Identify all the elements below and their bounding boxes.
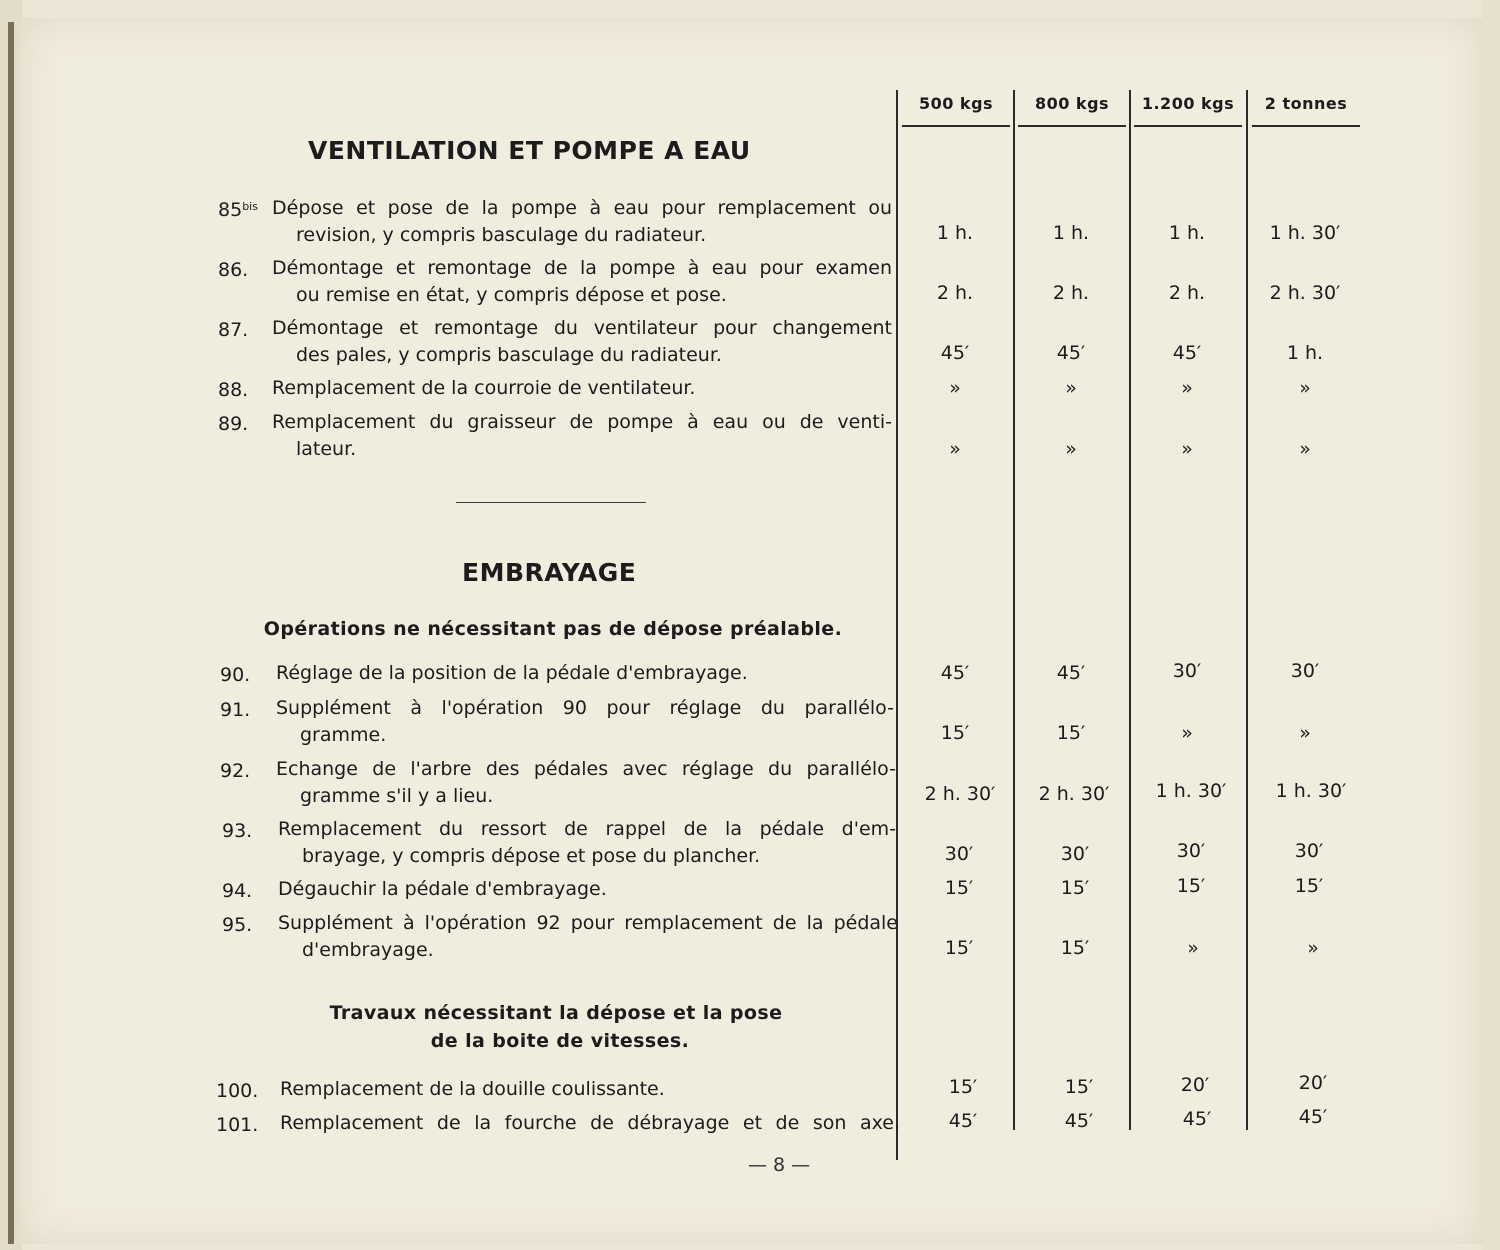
value-500kgs: 30′ <box>944 843 974 865</box>
value-800kgs: 15′ <box>1060 937 1090 959</box>
value-500kgs: 15′ <box>944 877 974 899</box>
value-2tonnes: » <box>1299 377 1311 399</box>
page-right-edge <box>1482 0 1500 1250</box>
header-underline <box>902 125 1010 127</box>
value-1200kgs: 1 h. 30′ <box>1155 780 1227 802</box>
row-text-line1: Démontage et remontage de la pompe à eau pour examen <box>272 257 892 279</box>
column-header-500kgs: 500 kgs <box>918 94 994 113</box>
value-1200kgs: 1 h. <box>1168 222 1206 244</box>
row-number: $85^{bis}$ <box>218 199 258 221</box>
value-2tonnes: 45′ <box>1298 1106 1328 1128</box>
value-500kgs: 2 h. <box>936 282 974 304</box>
row-text-line1: Supplément à l'opération 92 pour remplacement de la pédale <box>278 912 898 934</box>
value-1200kgs: 15′ <box>1176 875 1206 897</box>
value-500kgs: 2 h. 30′ <box>924 783 996 805</box>
value-800kgs: 45′ <box>1064 1110 1094 1132</box>
value-1200kgs: 30′ <box>1176 840 1206 862</box>
value-2tonnes: 1 h. 30′ <box>1269 222 1341 244</box>
row-number: 101. <box>216 1114 259 1136</box>
value-2tonnes: 30′ <box>1290 660 1320 682</box>
value-500kgs: 1 h. <box>936 222 974 244</box>
row-number: 100. <box>216 1080 259 1102</box>
value-800kgs: » <box>1065 438 1077 460</box>
row-text-line2: gramme s'il y a lieu. <box>300 785 494 807</box>
value-1200kgs: 45′ <box>1182 1108 1212 1130</box>
value-2tonnes: » <box>1307 937 1319 959</box>
value-800kgs: 15′ <box>1056 722 1086 744</box>
value-2tonnes: 2 h. 30′ <box>1269 282 1341 304</box>
row-text-line2: lateur. <box>296 438 357 460</box>
page-binding <box>8 22 14 1244</box>
value-800kgs: 1 h. <box>1052 222 1090 244</box>
row-text-line1: Remplacement de la fourche de débrayage et de son axe. <box>280 1112 900 1134</box>
row-text-line1: Réglage de la position de la pédale d'embrayage. <box>276 662 748 684</box>
row-number: 93. <box>222 820 253 842</box>
row-number: 92. <box>220 760 251 782</box>
row-text-line2: ou remise en état, y compris dépose et pose. <box>296 284 727 306</box>
column-rule <box>896 90 898 1160</box>
row-text-line1: Dépose et pose de la pompe à eau pour remplacement ou <box>272 197 892 219</box>
row-text-line1: Remplacement du ressort de rappel de la pédale d'em- <box>278 818 896 840</box>
row-text-line2: brayage, y compris dépose et pose du plancher. <box>302 845 761 867</box>
row-number: 88. <box>218 379 249 401</box>
row-text-line2: d'embrayage. <box>302 939 434 961</box>
subsection-title-line1: Travaux nécessitant la dépose et la pose <box>329 1002 783 1024</box>
row-text-line1: Remplacement du graisseur de pompe à eau ou de venti- <box>272 411 892 433</box>
page-number: — 8 — <box>748 1154 811 1176</box>
value-800kgs: 15′ <box>1060 877 1090 899</box>
row-number: 90. <box>220 664 251 686</box>
header-underline <box>1134 125 1242 127</box>
value-500kgs: » <box>949 377 961 399</box>
value-500kgs: 15′ <box>940 722 970 744</box>
header-underline <box>1018 125 1126 127</box>
row-text-line1: Remplacement de la douille coulissante. <box>280 1078 665 1100</box>
value-1200kgs: 2 h. <box>1168 282 1206 304</box>
value-2tonnes: 20′ <box>1298 1072 1328 1094</box>
row-number: 86. <box>218 259 249 281</box>
value-2tonnes: » <box>1299 722 1311 744</box>
row-text-line1: Dégauchir la pédale d'embrayage. <box>278 878 607 900</box>
row-number: 94. <box>222 880 253 902</box>
value-800kgs: 45′ <box>1056 342 1086 364</box>
value-1200kgs: 20′ <box>1180 1074 1210 1096</box>
value-1200kgs: » <box>1181 438 1193 460</box>
value-2tonnes: » <box>1299 438 1311 460</box>
subsection-title: Opérations ne nécessitant pas de dépose préalable. <box>263 618 843 640</box>
section-title-ventilation: VENTILATION ET POMPE A EAU <box>308 136 751 165</box>
column-rule <box>1013 90 1015 1130</box>
row-text-line2: revision, y compris basculage du radiateur. <box>296 224 707 246</box>
value-500kgs: 45′ <box>940 342 970 364</box>
section-title-embrayage: EMBRAYAGE <box>462 558 637 587</box>
value-2tonnes: 1 h. 30′ <box>1275 780 1347 802</box>
value-800kgs: » <box>1065 377 1077 399</box>
value-500kgs: 45′ <box>940 662 970 684</box>
value-800kgs: 2 h. <box>1052 282 1090 304</box>
value-800kgs: 45′ <box>1056 662 1086 684</box>
row-number: 87. <box>218 319 249 341</box>
section-divider <box>456 502 646 503</box>
row-text-line2: gramme. <box>300 724 387 746</box>
value-500kgs: 15′ <box>944 937 974 959</box>
value-500kgs: » <box>949 438 961 460</box>
row-text-line1: Démontage et remontage du ventilateur pour changement <box>272 317 892 339</box>
value-1200kgs: » <box>1181 722 1193 744</box>
header-underline <box>1252 125 1360 127</box>
value-500kgs: 15′ <box>948 1076 978 1098</box>
value-800kgs: 30′ <box>1060 843 1090 865</box>
column-rule <box>1129 90 1131 1130</box>
row-text-line1: Supplément à l'opération 90 pour réglage du parallélo- <box>276 697 894 719</box>
row-text-line1: Remplacement de la courroie de ventilateur. <box>272 377 696 399</box>
value-2tonnes: 30′ <box>1294 840 1324 862</box>
value-1200kgs: » <box>1187 937 1199 959</box>
value-800kgs: 15′ <box>1064 1076 1094 1098</box>
subsection-title-line2: de la boite de vitesses. <box>430 1030 690 1052</box>
row-text-line1: Echange de l'arbre des pédales avec réglage du parallélo- <box>276 758 896 780</box>
value-2tonnes: 15′ <box>1294 875 1324 897</box>
row-number: 91. <box>220 699 251 721</box>
value-1200kgs: 45′ <box>1172 342 1202 364</box>
row-number: 89. <box>218 413 249 435</box>
row-text-line2: des pales, y compris basculage du radiateur. <box>296 344 722 366</box>
value-1200kgs: 30′ <box>1172 660 1202 682</box>
value-800kgs: 2 h. 30′ <box>1038 783 1110 805</box>
column-header-1200kgs: 1.200 kgs <box>1141 94 1235 113</box>
value-2tonnes: 1 h. <box>1286 342 1324 364</box>
value-500kgs: 45′ <box>948 1110 978 1132</box>
column-header-2tonnes: 2 tonnes <box>1264 94 1348 113</box>
row-number: 95. <box>222 914 253 936</box>
column-header-800kgs: 800 kgs <box>1034 94 1110 113</box>
column-rule <box>1246 90 1248 1130</box>
value-1200kgs: » <box>1181 377 1193 399</box>
